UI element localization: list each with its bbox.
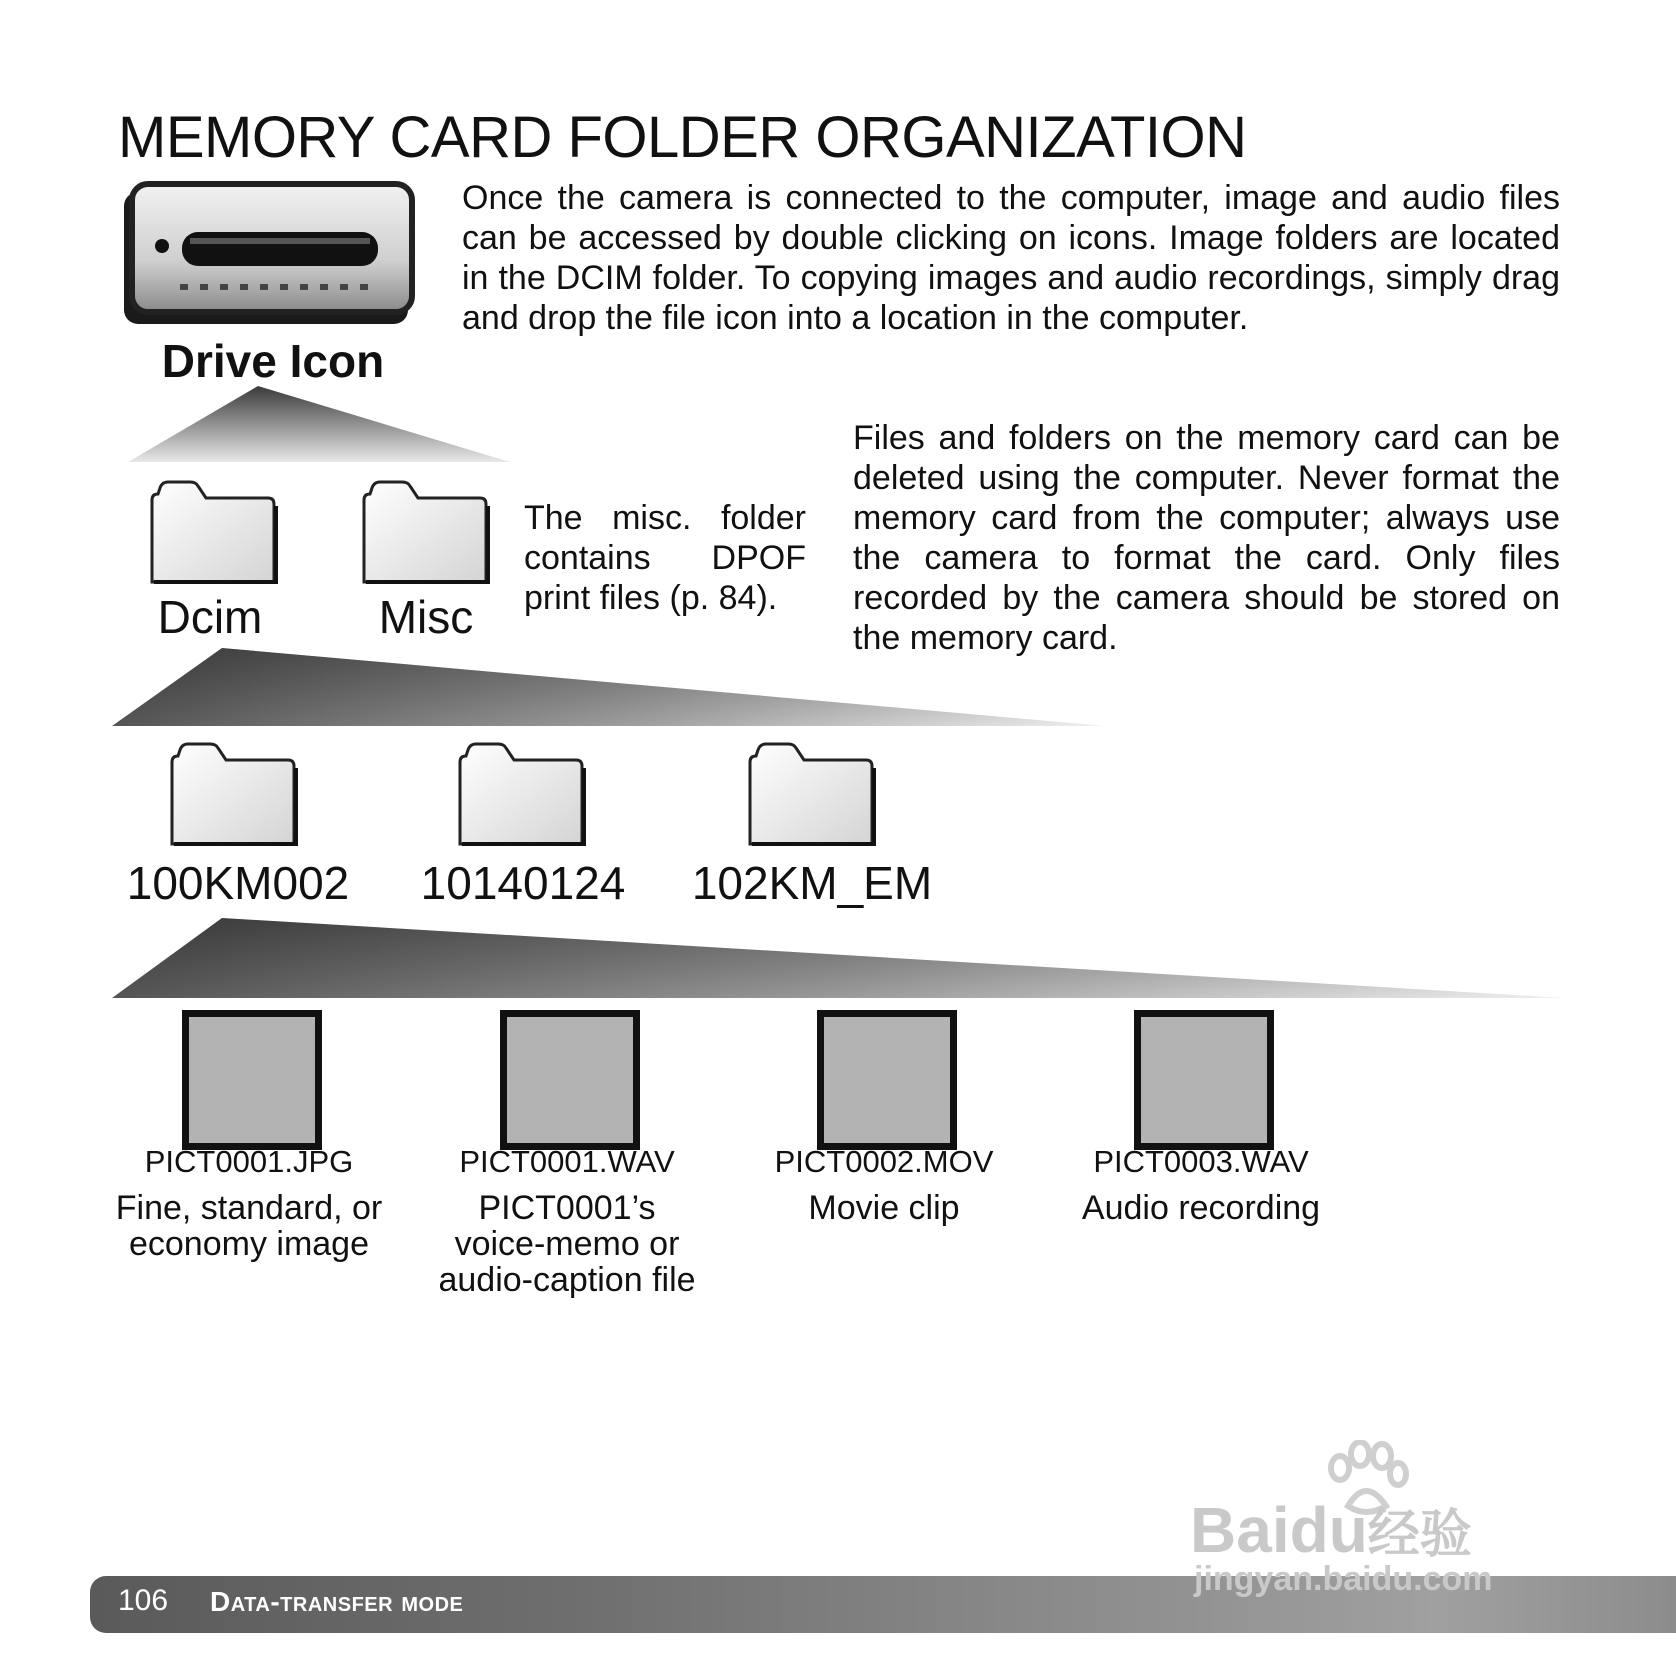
file-name: PICT0003.WAV [1093,1144,1309,1179]
file-name: PICT0001.WAV [459,1144,675,1179]
file-name: PICT0001.JPG [144,1144,354,1179]
file-icon [817,1010,957,1150]
folder-label-100km002: 100KM002 [126,857,350,909]
page-title: MEMORY CARD FOLDER ORGANIZATION [118,105,1247,170]
watermark-cn: 经验 [1367,1506,1472,1564]
folder-icon [148,476,280,588]
folder-icon [746,738,878,850]
delete-note-paragraph: Files and folders on the memory card can be deleted using the computer. Never format the memory card from the computer; always use the camera to format the card. Only files recorded by the camera should be stored on the memory card. [853,419,1560,657]
file-description: Audio recording [1081,1189,1321,1227]
intro-paragraph: Once the camera is connected to the computer, image and audio files can be accessed by double clicking on icons. Image folders are located in the DCIM folder. To copying images and audio recordings, simply drag and drop the file icon into a location in the computer. [462,179,1560,337]
folder-icon [168,738,300,850]
file-name: PICT0002.MOV [774,1144,994,1179]
drive-icon [120,180,420,332]
folder-icon [360,476,492,588]
file-description: Movie clip [808,1189,960,1227]
folder-label-misc: Misc [378,591,474,643]
page-number: 106 [118,1584,169,1617]
folder-label-dcim: Dcim [157,591,263,643]
misc-note-paragraph: The misc. folder contains DPOF print files (p. 84). [524,499,806,617]
section-title: Data-transfer mode [210,1586,464,1617]
file-description: PICT0001’s voice-memo or audio-caption file [438,1189,696,1299]
file-icon [1134,1010,1274,1150]
file-description: Fine, standard, or economy image [115,1189,383,1263]
watermark-brand2: du [1289,1494,1368,1566]
folder-label-102km_em: 102KM_EM [691,857,933,909]
file-icon [182,1010,322,1150]
connector-drive [128,386,510,462]
folder-icon [456,738,588,850]
watermark-url: jingyan.baidu.com [1194,1560,1493,1598]
folder-label-10140124: 10140124 [420,857,626,909]
watermark-brand: Bai [1190,1494,1290,1566]
drive-icon-label: Drive Icon [161,335,385,387]
file-icon [500,1010,640,1150]
baidu-watermark [1190,1440,1580,1598]
